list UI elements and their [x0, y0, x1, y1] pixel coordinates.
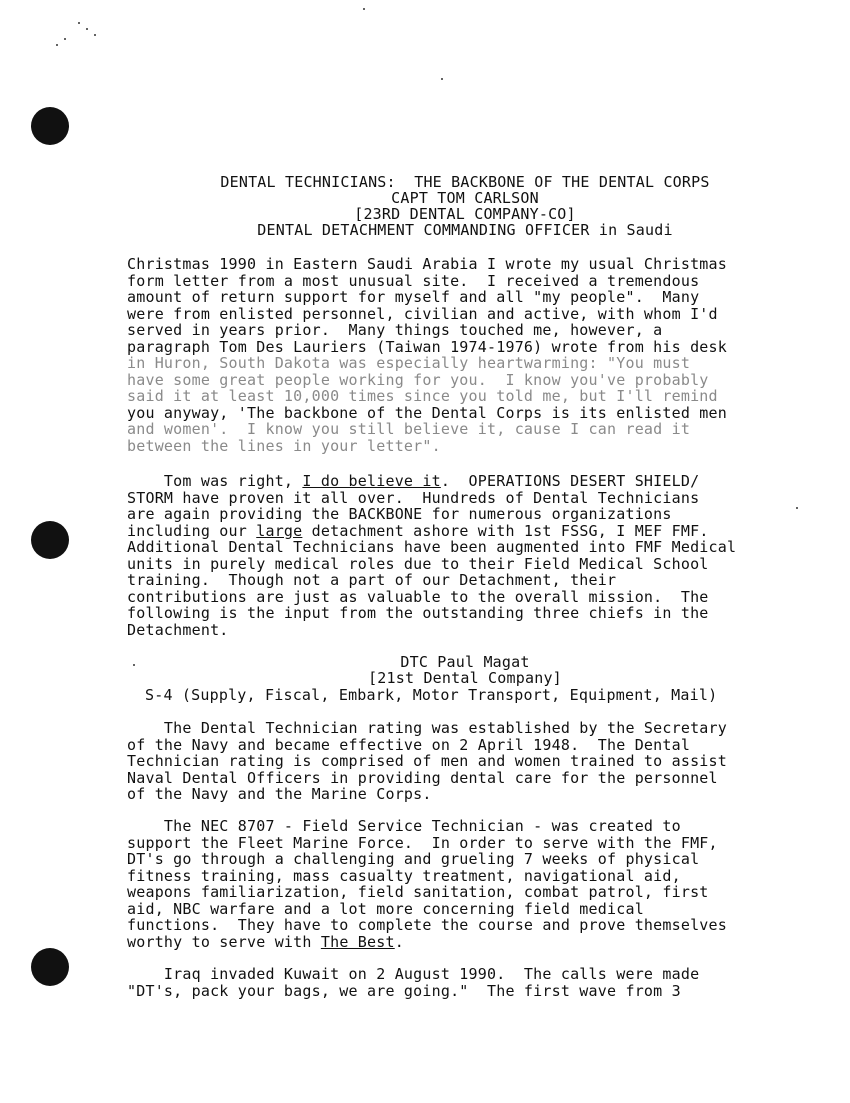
text-line — [127, 473, 807, 490]
text-line: DT's go through a challenging and grueling 7 weeks of physical — [127, 850, 700, 868]
text-segment: including our — [127, 521, 257, 540]
scan-speck — [64, 38, 66, 40]
text-segment: worthy to serve with — [127, 932, 321, 951]
text-line: you anyway, 'The backbone of the Dental Corps is its enlisted men — [127, 403, 727, 422]
section-name: DTC Paul Magat — [400, 653, 530, 671]
scan-speck — [94, 34, 96, 36]
text-line: were from enlisted personnel, civilian and active, with whom I'd — [127, 304, 718, 323]
scan-speck — [86, 28, 88, 30]
text-line — [127, 523, 807, 540]
text-line-faded: said it at least 10,000 times since you told me, but I'll remind — [127, 387, 718, 405]
text-line: following is the input from the outstanding three chiefs in the — [127, 604, 709, 622]
author-unit: [23RD DENTAL COMPANY-CO] — [354, 205, 576, 223]
text-line — [127, 934, 807, 951]
text-line-faded: and women'. I know you still believe it, cause I can read it — [127, 420, 691, 438]
paragraph-response — [127, 473, 807, 638]
text-line: The Dental Technician rating was established by the Secretary — [127, 719, 727, 737]
punch-hole-top — [31, 107, 69, 145]
punch-hole-bottom — [31, 948, 69, 986]
text-line: Iraq invaded Kuwait on 2 August 1990. The calls were made — [127, 965, 700, 983]
author-role: DENTAL DETACHMENT COMMANDING OFFICER in Saudi — [257, 221, 673, 239]
text-line: of the Navy and became effective on 2 April 1948. The Dental — [127, 735, 691, 754]
text-line-faded: have some great people working for you. I know you've probably — [127, 370, 709, 389]
text-line-faded: in Huron, South Dakota was especially heartwarming: "You must — [127, 354, 691, 372]
paragraph-field-service — [127, 818, 807, 950]
text-line: STORM have proven it all over. Hundreds of Dental Technicians — [127, 488, 700, 507]
text-line: paragraph Tom Des Lauriers (Taiwan 1974-1976) wrote from his desk — [127, 337, 727, 356]
text-line: Christmas 1990 in Eastern Saudi Arabia I wrote my usual Christmas — [127, 255, 727, 273]
punch-hole-middle — [31, 521, 69, 559]
text-line: fitness training, mass casualty treatment, navigational aid, — [127, 866, 681, 885]
paragraph-rating-history — [127, 720, 807, 803]
underlined-phrase: The Best — [320, 932, 395, 951]
text-segment: . OPERATIONS DESERT SHIELD/ — [440, 472, 700, 490]
text-line: weapons familiarization, field sanitation, combat patrol, first — [127, 883, 709, 901]
text-line: Detachment. — [127, 620, 229, 639]
text-line: aid, NBC warfare and a lot more concerning field medical — [127, 899, 644, 918]
text-line: served in years prior. Many things touched me, however, a — [127, 321, 663, 339]
text-line: Naval Dental Officers in providing dental care for the personnel — [127, 768, 718, 787]
text-segment: Tom was right, — [127, 472, 303, 490]
text-line: form letter from a most unusual site. I received a tremendous — [127, 271, 700, 290]
text-line: Technician rating is comprised of men and women trained to assist — [127, 752, 727, 770]
paragraph-invasion — [127, 966, 807, 999]
text-line: of the Navy and the Marine Corps. — [127, 785, 432, 803]
text-line: units in purely medical roles due to their Field Medical School — [127, 554, 709, 573]
text-line: training. Though not a part of our Detachment, their — [127, 571, 617, 589]
scan-speck — [363, 8, 365, 10]
text-line: functions. They have to complete the course and prove themselves — [127, 916, 727, 934]
author-name: CAPT TOM CARLSON — [391, 189, 539, 207]
section-unit: [21st Dental Company] — [368, 669, 562, 687]
text-segment: detachment ashore with 1st FSSG, I MEF FMF. — [302, 521, 709, 540]
text-line: Additional Dental Technicians have been augmented into FMF Medical — [127, 538, 737, 556]
text-line: "DT's, pack your bags, we are going." The first wave from 3 — [127, 981, 681, 1000]
text-line-faded: between the lines in your letter". — [127, 436, 441, 455]
document-title: DENTAL TECHNICIANS: THE BACKBONE OF THE DENTAL CORPS — [220, 173, 710, 191]
section-duties: S-4 (Supply, Fiscal, Embark, Motor Transport, Equipment, Mail) — [145, 686, 718, 704]
text-segment: . — [394, 932, 404, 951]
text-line: are again providing the BACKBONE for numerous organizations — [127, 505, 672, 523]
scan-speck — [78, 22, 80, 24]
underlined-word: large — [256, 521, 303, 540]
text-line: amount of return support for myself and all "my people". Many — [127, 288, 700, 306]
scan-speck — [56, 44, 58, 46]
text-line: contributions are just as valuable to the overall mission. The — [127, 587, 709, 606]
paragraph-intro — [127, 256, 807, 454]
text-line: The NEC 8707 - Field Service Technician - was created to — [127, 817, 681, 835]
scan-speck — [441, 78, 443, 80]
underlined-phrase: I do believe it — [302, 472, 441, 490]
text-line: support the Fleet Marine Force. In order to serve with the FMF, — [127, 833, 718, 852]
